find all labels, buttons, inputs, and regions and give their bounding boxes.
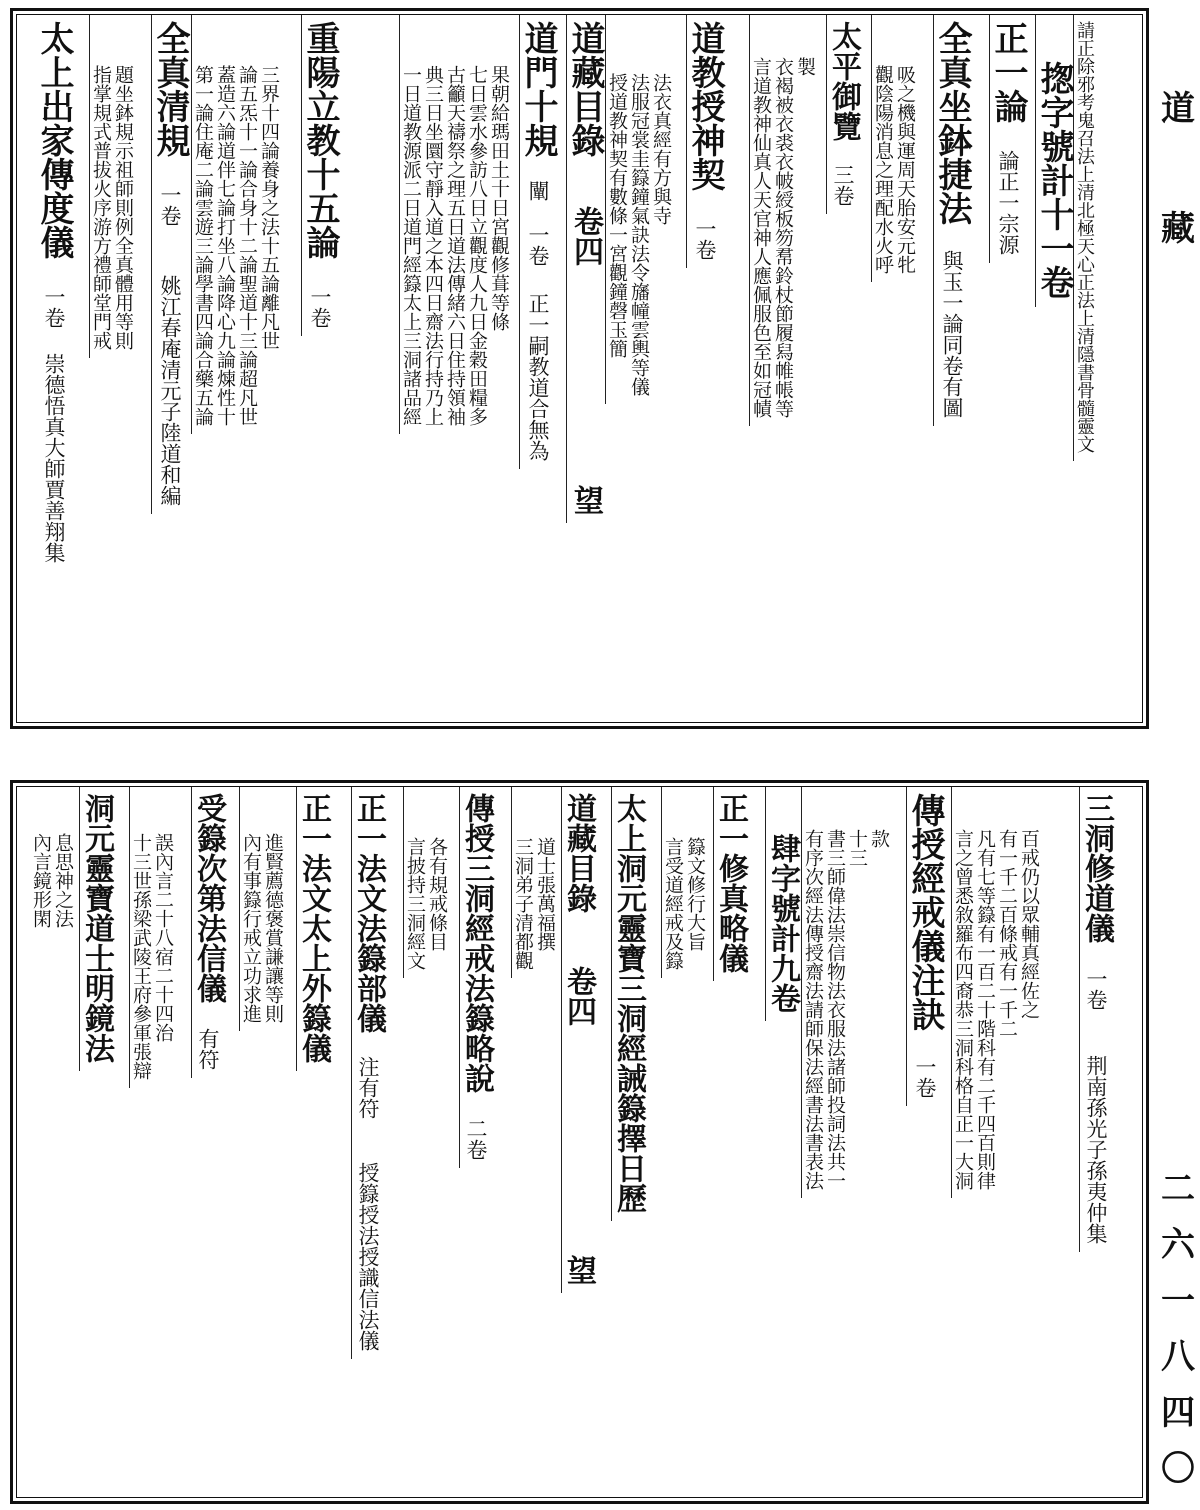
column-entry <box>79 793 114 1063</box>
catalog-title: 道藏目錄 <box>565 21 605 157</box>
column-entry <box>518 21 558 461</box>
column-entry <box>685 21 725 260</box>
entry-note: 言受道經戒及籙 <box>662 837 684 970</box>
entry-note: 誤內言二十八宿二十四治 <box>152 833 174 1042</box>
column-entry <box>713 793 748 973</box>
column-note-pair <box>241 793 282 1023</box>
entry-note: 注有符 <box>356 1056 380 1119</box>
entry-note: 觀陰陽消息之理配水火呼 <box>872 65 894 274</box>
entry-volume: 二卷 <box>464 1118 488 1160</box>
entry-title: 洞元靈寶道士明鏡法 <box>79 793 114 1063</box>
column-note-pair <box>91 21 132 350</box>
column-section-header <box>1034 21 1074 299</box>
column-entry <box>296 793 331 1063</box>
entry-note: 一日道教源派二日道門經籙太上三洞諸品經 <box>400 65 422 426</box>
entry-note: 吸之機與運周天胎安元牝 <box>894 65 916 274</box>
column-note-pair <box>513 793 554 970</box>
entry-volume: 三卷 <box>831 164 855 206</box>
entry-note: 與玉一論同卷有圖 <box>940 250 964 418</box>
entry-title: 正一法文法籙部儀 <box>351 793 386 1033</box>
catalog-mark: 望 <box>561 1255 596 1285</box>
entry-note: 道士張萬福撰 <box>534 837 556 951</box>
page-number-char: 四 <box>1161 1393 1195 1433</box>
entry-note: 第一論住庵二論雲遊三論學書四論合藥五論 <box>192 65 214 426</box>
entry-note: 三洞弟子清都觀 <box>512 837 534 970</box>
entry-title: 受籙次第法信儀 <box>191 793 226 1003</box>
page-number-char: 六 <box>1161 1225 1195 1265</box>
column-entry <box>351 793 386 1351</box>
entry-title: 三洞修道儀 <box>1079 793 1114 943</box>
entry-note: 請正除邪考鬼召法上清北極天心正法上清隱書骨髓靈文 <box>1074 21 1095 453</box>
column-entry <box>191 793 226 1070</box>
entry-note: 凡有七等籙有一百二十階科有二千四百則律 <box>974 829 996 1190</box>
column-entry <box>300 21 340 328</box>
bottom-page-panel <box>10 780 1149 1504</box>
entry-note: 書三師偉法崇信物法衣服法諸師投詞法共一 <box>824 829 846 1190</box>
entry-title: 正一法文太上外籙儀 <box>296 793 331 1063</box>
collection-title <box>1158 89 1198 332</box>
entry-note: 蓋造六論道伴七論打坐八論降心九論煉性十 <box>214 65 236 426</box>
entry-note: 製 <box>794 57 816 76</box>
catalog-volume: 卷四 <box>561 966 596 1026</box>
collection-title-char: 藏 <box>1161 209 1195 249</box>
column-section-header <box>765 793 800 1013</box>
entry-note: 款 <box>868 829 890 848</box>
entry-note: 授籙授法授識信法儀 <box>356 1162 380 1351</box>
page-number-char: 二 <box>1161 1169 1195 1209</box>
section-header: 揔字號計十一卷 <box>1034 61 1074 299</box>
entry-note: 三界十四論養身之法十五論離凡世 <box>258 65 280 350</box>
entry-title: 太上洞元靈寶三洞經誡籙擇日歷 <box>611 793 646 1213</box>
column-entry <box>988 21 1028 255</box>
column-note-pair <box>873 21 914 274</box>
column-note-pair <box>31 793 72 928</box>
entry-note: 論正一宗源 <box>996 150 1020 255</box>
entry-volume: 一卷 <box>693 218 717 260</box>
entry-note: 衣褐被衣裘衣帔綬板笏帬鈴杖節履舄帷帳等 <box>772 57 794 418</box>
entry-title: 道門十規 <box>518 21 558 157</box>
top-page-panel <box>10 8 1149 729</box>
entry-note: 進賢薦德褒賞謙讓等則 <box>262 833 284 1023</box>
collection-title-char: 道 <box>1161 89 1195 129</box>
column-note-pair <box>663 793 704 970</box>
entry-title: 全真坐鉢捷法 <box>932 21 972 225</box>
entry-note: 題坐鉢規示祖師則例全真體用等則 <box>112 65 134 350</box>
entry-note: 內言鏡形閑 <box>30 833 52 928</box>
column-note-block <box>193 21 278 426</box>
entry-note: 百戒仍以眾輔真經佐之 <box>1018 829 1040 1019</box>
entry-note: 法衣真經有方與寺 <box>650 73 672 225</box>
entry-note: 典三日坐圜守靜入道之本四日齋法行持乃上 <box>422 65 444 426</box>
entry-note: 正一嗣教道合無為 <box>526 293 550 461</box>
entry-title: 全真清規 <box>150 21 190 157</box>
column-entry <box>932 21 972 418</box>
column-note-block <box>607 21 670 396</box>
entry-note: 法服冠裳圭籙鐘氣訣法令旛幢雲輿等儀 <box>628 73 650 396</box>
column-note-pair <box>131 793 172 1080</box>
page-number-char: 八 <box>1161 1337 1195 1377</box>
entry-note: 有符 <box>196 1028 220 1070</box>
entry-volume: 一卷 <box>42 286 66 328</box>
entry-title: 正一修真略儀 <box>713 793 748 973</box>
entry-note: 息思神之法 <box>52 833 74 928</box>
column-entry <box>459 793 494 1160</box>
entry-note: 言之曾悉敘羅布四裔恭三洞科格自正一大洞 <box>952 829 974 1190</box>
page-number-char: 一 <box>1161 1281 1195 1321</box>
entry-volume: 一卷 <box>158 184 182 226</box>
entry-note: 十三 <box>846 829 868 867</box>
column-entry <box>826 21 861 206</box>
entry-title: 傳授三洞經戒法籙略說 <box>459 793 494 1093</box>
entry-title: 正一論 <box>988 21 1028 123</box>
entry-title: 傳授經戒儀注訣 <box>905 793 945 1031</box>
entry-volume: 一卷 <box>526 224 550 266</box>
column-entry <box>1079 793 1114 1244</box>
column-note-pair <box>405 793 446 970</box>
page-number-char: 〇 <box>1161 1449 1195 1489</box>
entry-volume: 一卷 <box>1084 968 1108 1010</box>
column-entry-note <box>1075 21 1093 453</box>
entry-note: 籙文修行大旨 <box>684 837 706 951</box>
column-note-block <box>751 21 814 418</box>
entry-note: 言披持三洞經文 <box>404 837 426 970</box>
catalog-mark: 望 <box>568 485 603 515</box>
column-entry <box>611 793 646 1213</box>
column-catalog-header <box>561 793 596 1285</box>
catalog-volume: 卷四 <box>568 206 603 266</box>
entry-note: 有序次經法傳授齋法請師保法經書法書表法 <box>802 829 824 1190</box>
entry-title: 道教授神契 <box>685 21 725 191</box>
column-catalog-header <box>565 21 605 515</box>
entry-author: 姚江春庵清元子陸道和編 <box>158 275 182 506</box>
section-header: 肆字號計九卷 <box>765 833 800 1013</box>
entry-author: 荆南孫光子孫夷仲集 <box>1084 1055 1108 1244</box>
entry-note: 有一千二百條戒有一千二 <box>996 829 1018 1038</box>
column-entry <box>150 21 190 506</box>
entry-note: 各有規戒條目 <box>426 837 448 951</box>
column-entry <box>34 21 74 563</box>
entry-note: 言道教神仙真人天官神人應佩服色至如冠幘 <box>750 57 772 418</box>
page-number <box>1160 1169 1196 1508</box>
column-note-block <box>401 21 508 426</box>
entry-title: 太平御覽 <box>826 21 861 141</box>
entry-note: 古籲天禱祭之理五日道法傳緒六日住持領袖 <box>444 65 466 426</box>
catalog-title: 道藏目錄 <box>561 793 596 913</box>
entry-note: 內有事籙行戒立功求進 <box>240 833 262 1023</box>
entry-title: 重陽立教十五論 <box>300 21 340 259</box>
column-note-block <box>953 793 1038 1190</box>
entry-note: 授道教神契有數條一宮觀鐘磬玉簡 <box>606 73 628 358</box>
entry-volume: 一卷 <box>308 286 332 328</box>
column-note-block <box>803 793 888 1190</box>
entry-title: 太上出家傳度儀 <box>34 21 74 259</box>
entry-note: 指掌規式普拔火序游方禮師堂門戒 <box>90 65 112 350</box>
entry-note: 論五炁十一論合身十二論聖道十三論超凡世 <box>236 65 258 426</box>
entry-note: 闡 <box>526 180 550 201</box>
entry-author: 崇德悟真大師賈善翔集 <box>42 353 66 563</box>
entry-note: 七日雲水參訪八日立觀度人九日金穀田糧多 <box>466 65 488 426</box>
entry-note: 果朝給瑪田土十日宮觀修葺等條 <box>488 65 510 331</box>
entry-note: 十三世孫梁武陵王府參軍張辯 <box>130 833 152 1080</box>
entry-volume: 一卷 <box>913 1056 937 1098</box>
column-entry <box>905 793 945 1098</box>
